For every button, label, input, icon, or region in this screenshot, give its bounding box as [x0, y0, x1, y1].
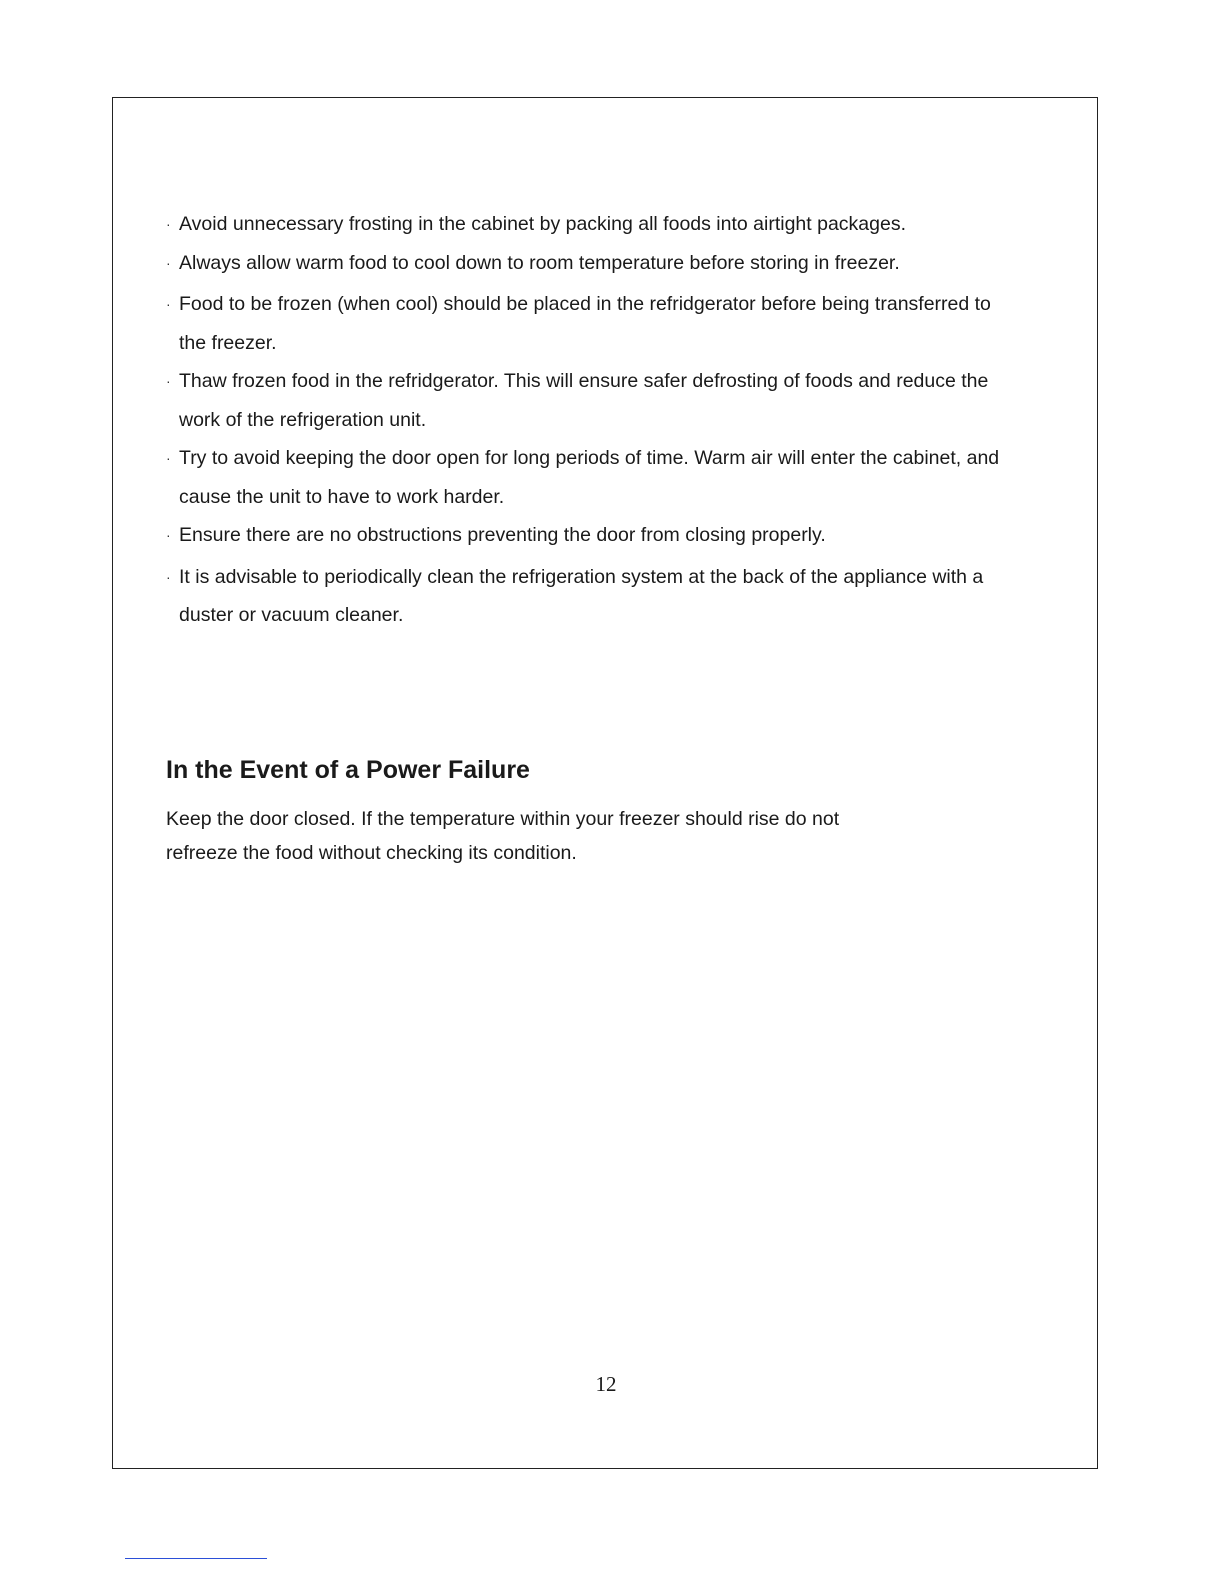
power-failure-heading: In the Event of a Power Failure — [166, 756, 530, 784]
bullet-marker: · — [166, 254, 171, 271]
bullet-marker: · — [166, 450, 171, 466]
bullet-marker: · — [166, 296, 171, 312]
bullet-marker: · — [166, 373, 171, 389]
tip-item — [166, 558, 1006, 635]
bullet-marker: · — [166, 216, 171, 232]
tip-text: Thaw frozen food in the refridgerator. This will ensure safer defrosting of foods and reduce the work of the refrigeration unit. — [179, 370, 989, 431]
tip-text: Avoid unnecessary frosting in the cabinet by packing all foods into airtight packages. — [179, 213, 906, 235]
tip-item — [166, 285, 1006, 362]
tip-item — [166, 362, 1006, 439]
footer-rule — [125, 1558, 267, 1559]
usage-tips-list — [166, 205, 1006, 635]
tip-item — [166, 205, 1006, 244]
tip-item — [166, 439, 1006, 516]
page-number: 12 — [595, 1372, 617, 1396]
tip-text: Food to be frozen (when cool) should be placed in the refridgerator before being transferred to the freezer. — [179, 293, 991, 354]
tip-text: It is advisable to periodically clean the refrigeration system at the back of the appliance with a duster or vacuum cleaner. — [179, 565, 984, 626]
bullet-marker: · — [166, 568, 171, 585]
tip-item — [166, 516, 1006, 555]
power-failure-text: Keep the door closed. If the temperature within your freezer should rise do not refreeze the food without checking its condition. — [166, 808, 840, 864]
tip-text: Always allow warm food to cool down to room temperature before storing in freezer. — [179, 251, 900, 274]
tip-text: Try to avoid keeping the door open for long periods of time. Warm air will enter the cabinet, and cause the unit to have to work harder. — [179, 447, 1000, 508]
tip-text: Ensure there are no obstructions preventing the door from closing properly. — [179, 524, 826, 546]
bullet-marker: · — [166, 527, 171, 543]
tip-item — [166, 244, 1006, 283]
